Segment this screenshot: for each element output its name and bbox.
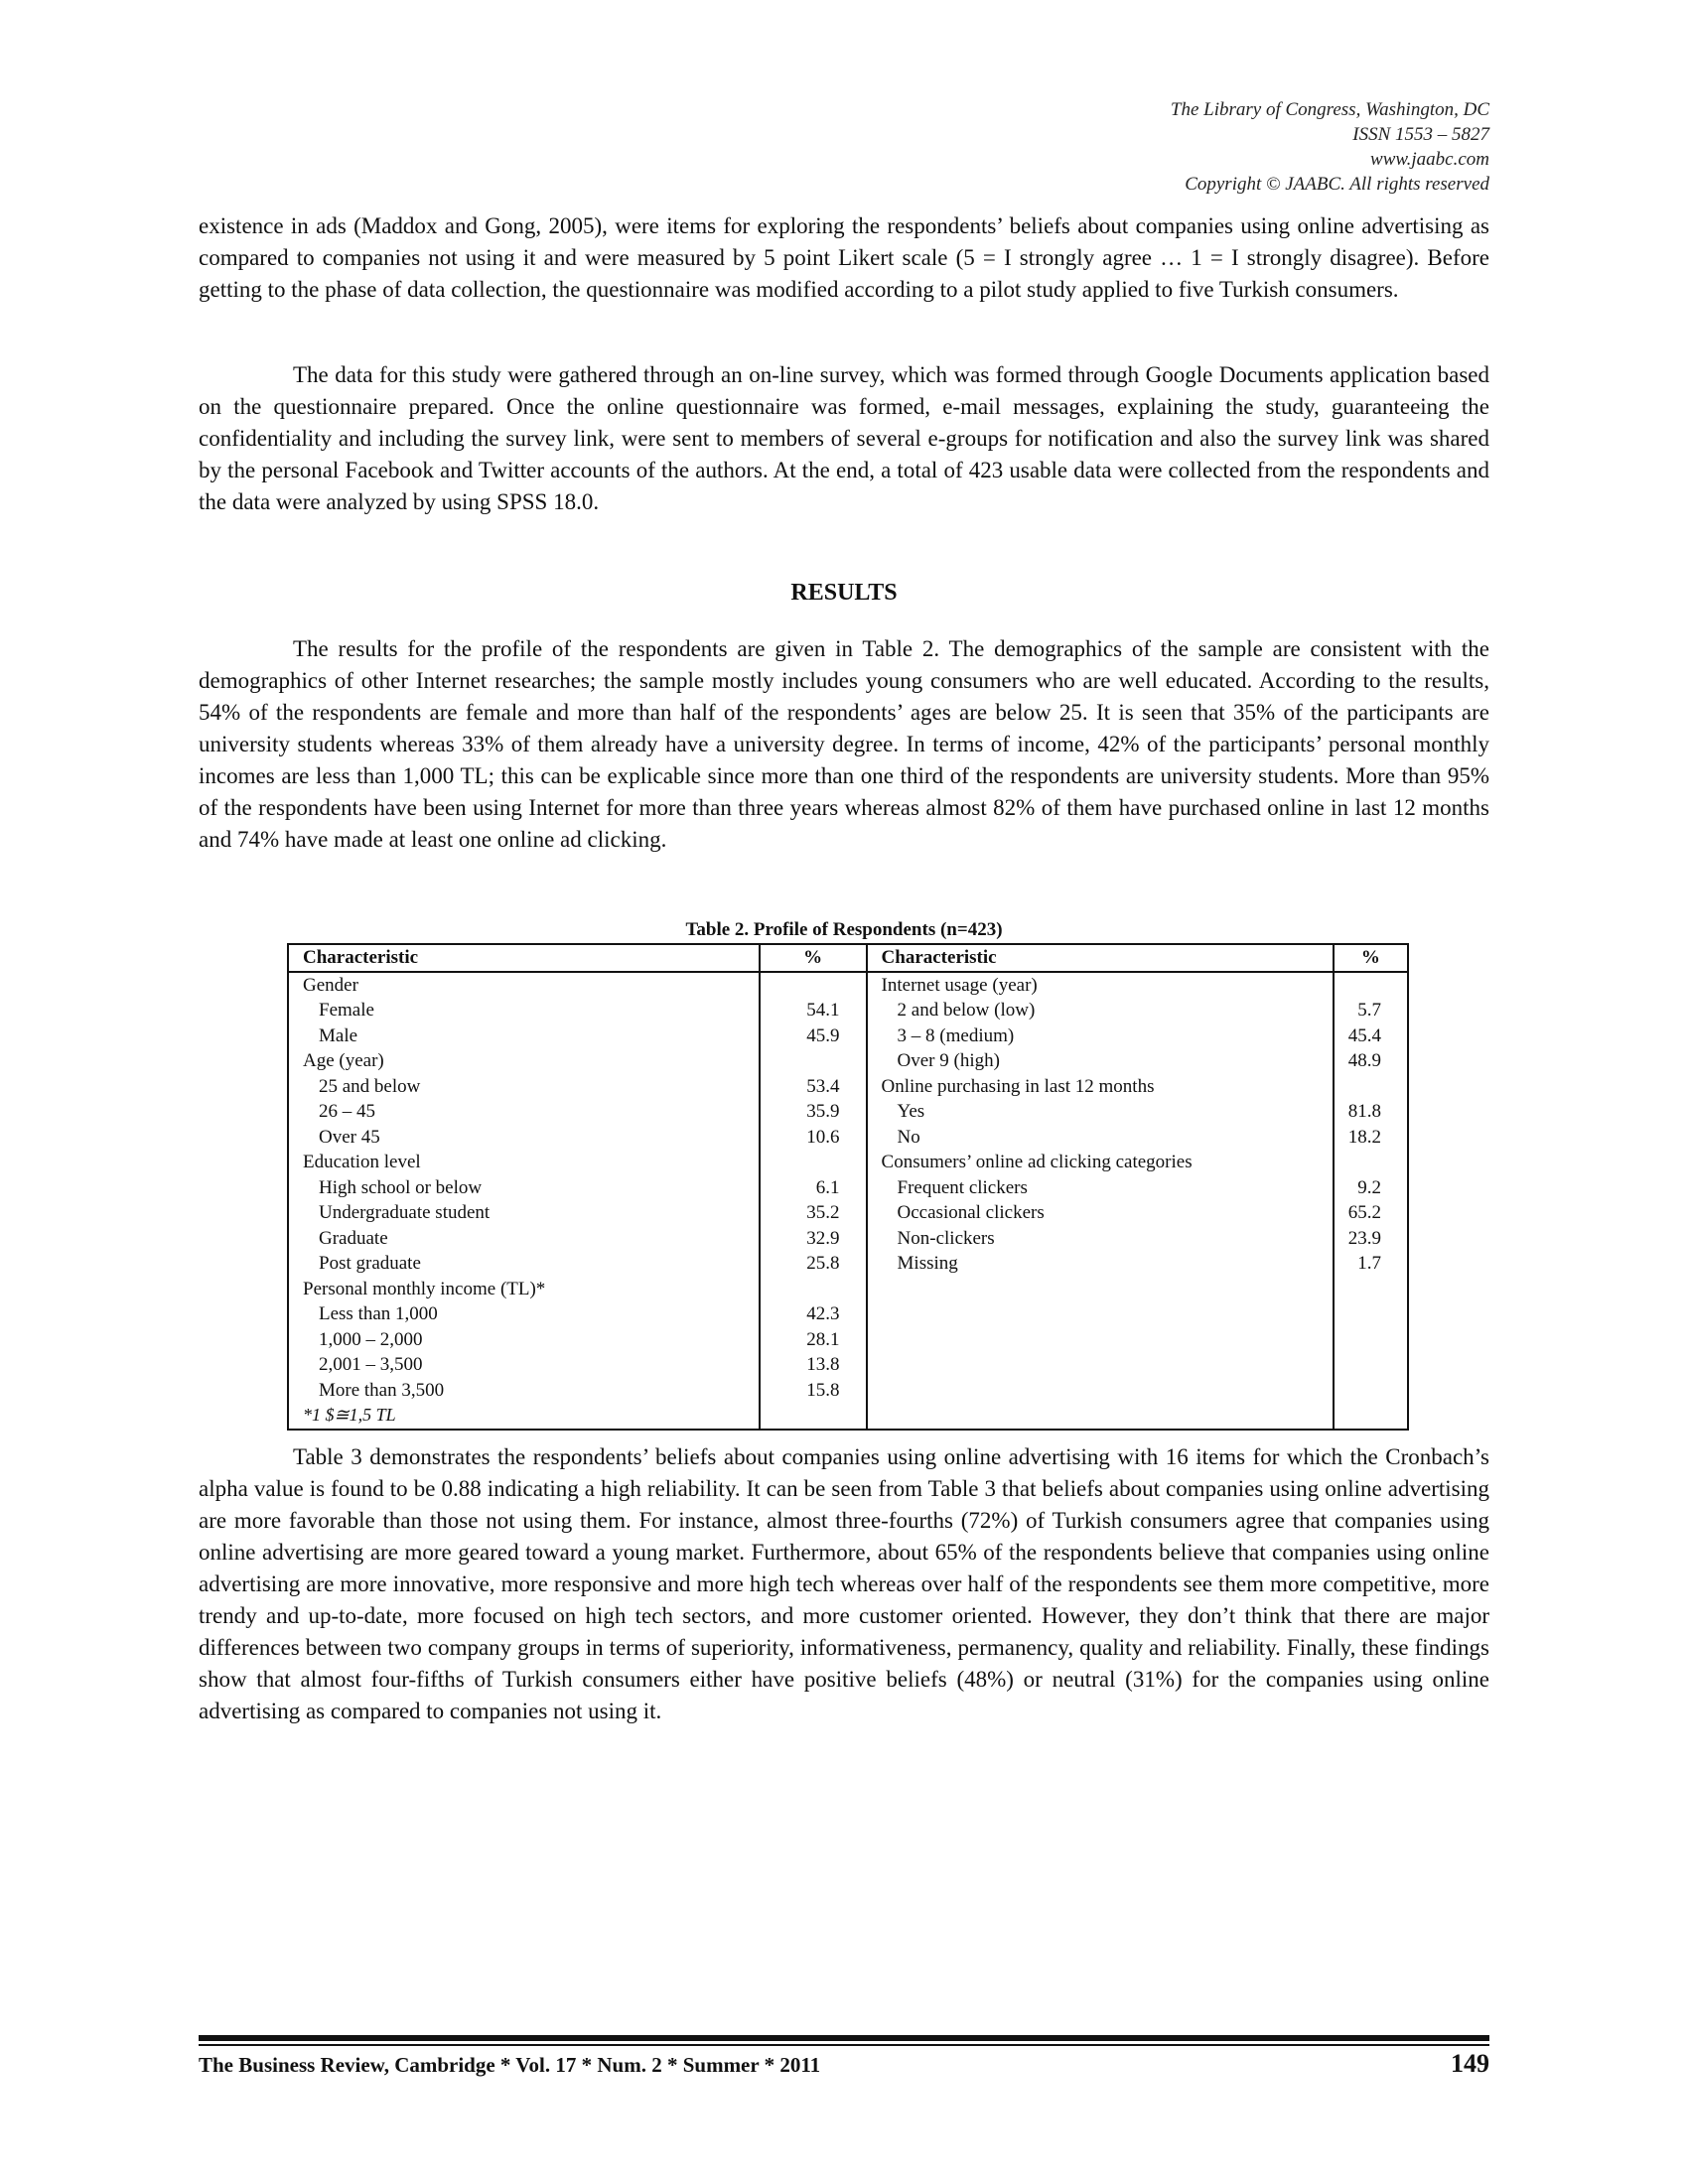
percent-value: 25.8 [806, 1253, 840, 1274]
percent-cell [1334, 998, 1408, 1024]
percent-value: 13.8 [806, 1354, 840, 1375]
paragraph: The data for this study were gathered through an on-line survey, which was formed through Google Documents application based on the questionnaire prepared. Once the online questionnaire was formed, e-mail messages, explaining the study, guaranteeing the confidentiality and including the survey link, were sent to members of several e-groups for notification and also the survey link was shared by the personal Facebook and Twitter accounts of the authors. At the end, a total of 423 usable data were collected from the respondents and the data were analyzed by using SPSS 18.0. [199, 362, 1489, 514]
characteristic-cell [867, 1301, 1334, 1327]
characteristic-label: Online purchasing in last 12 months [881, 1075, 1155, 1097]
characteristic-label: Over 9 (high) [897, 1050, 1000, 1071]
footnote-cell [288, 1403, 760, 1430]
percent-cell [760, 1074, 867, 1100]
paragraph: The results for the profile of the respondents are given in Table 2. The demographics of the sample are consistent with the demographics of other Internet researches; the sample mostly includes young consumers who are well educated. According to the results, 54% of the respondents are female and more than half of the respondents’ ages are below 25. It is seen that 35% of the participants are university students whereas 33% of them already have a university degree. In terms of income, 42% of the participants’ personal monthly incomes are less than 1,000 TL; this can be explicable since more than one third of the respondents are university students. More than 95% of the respondents have been using Internet for more than three years whereas almost 82% of them have purchased online in last 12 months and 74% have made at least one online ad clicking. [199, 636, 1489, 852]
percent-cell [1334, 1175, 1408, 1201]
percent-value: 15.8 [806, 1379, 840, 1401]
characteristic-label: Non-clickers [897, 1227, 995, 1249]
characteristic-label: 3 – 8 (medium) [897, 1024, 1015, 1046]
characteristic-cell [288, 1226, 760, 1252]
characteristic-cell [867, 1327, 1334, 1353]
table-header-row [288, 944, 1408, 972]
table-row [288, 998, 1408, 1024]
paragraph-2-block [199, 359, 1489, 518]
characteristic-label: Male [319, 1024, 358, 1046]
paragraph-3-block [199, 633, 1489, 856]
characteristic-cell [867, 1125, 1334, 1151]
percent-value: 54.1 [806, 1000, 840, 1021]
profile-table [287, 943, 1409, 1431]
percent-value: 35.9 [806, 1101, 840, 1122]
percent-value: 18.2 [1347, 1126, 1381, 1148]
table-row [288, 1327, 1408, 1353]
percent-cell [760, 1175, 867, 1201]
percent-cell [1334, 1352, 1408, 1378]
characteristic-label: 2,001 – 3,500 [319, 1354, 423, 1375]
percent-cell [760, 1125, 867, 1151]
percent-cell [760, 1352, 867, 1378]
percent-value: 53.4 [806, 1075, 840, 1097]
characteristic-label: Missing [897, 1253, 958, 1274]
characteristic-label: Internet usage (year) [881, 974, 1038, 996]
percent-cell [760, 972, 867, 999]
percent-value: 9.2 [1357, 1176, 1381, 1198]
characteristic-label: 25 and below [319, 1075, 421, 1097]
characteristic-cell [288, 998, 760, 1024]
percent-cell [1334, 1150, 1408, 1175]
characteristic-cell [288, 1074, 760, 1100]
characteristic-cell [867, 1024, 1334, 1049]
table-row [288, 1352, 1408, 1378]
percent-cell [760, 1277, 867, 1302]
characteristic-label: 26 – 45 [319, 1101, 375, 1122]
running-header [794, 97, 1489, 197]
percent-cell [1334, 1301, 1408, 1327]
characteristic-label: Personal monthly income (TL)* [303, 1278, 546, 1299]
percent-value: 6.1 [815, 1176, 840, 1198]
table-footnote-row [288, 1403, 1408, 1430]
characteristic-cell [288, 1048, 760, 1074]
characteristic-label: Consumers’ online ad clicking categories [881, 1152, 1193, 1172]
percent-value: 48.9 [1347, 1050, 1381, 1071]
percent-cell [1334, 1048, 1408, 1074]
characteristic-cell [867, 1074, 1334, 1100]
percent-cell [760, 1378, 867, 1404]
table-body [288, 972, 1408, 1430]
characteristic-cell [288, 1277, 760, 1302]
header-line-4: Copyright © JAABC. All rights reserved [1185, 174, 1489, 195]
table-row [288, 972, 1408, 999]
percent-cell [1334, 1378, 1408, 1404]
characteristic-label: Less than 1,000 [319, 1303, 438, 1324]
percent-value: 10.6 [806, 1126, 840, 1148]
characteristic-cell [867, 1175, 1334, 1201]
footnote-cell [867, 1403, 1334, 1430]
table-caption: Table 2. Profile of Respondents (n=423) [685, 919, 1003, 940]
characteristic-label: No [897, 1126, 920, 1148]
characteristic-cell [288, 1352, 760, 1378]
table-row [288, 1099, 1408, 1125]
percent-cell [760, 1301, 867, 1327]
column-header: Characteristic [288, 944, 760, 972]
characteristic-cell [867, 1277, 1334, 1302]
percent-cell [760, 1226, 867, 1252]
characteristic-cell [867, 1048, 1334, 1074]
characteristic-cell [288, 1327, 760, 1353]
percent-value: 35.2 [806, 1202, 840, 1223]
header-line-3: www.jaabc.com [1370, 149, 1489, 170]
percent-cell [1334, 1200, 1408, 1226]
characteristic-cell [288, 1251, 760, 1277]
footnote-cell [1334, 1403, 1408, 1430]
characteristic-cell [867, 1226, 1334, 1252]
table-row [288, 1226, 1408, 1252]
characteristic-cell [867, 1352, 1334, 1378]
characteristic-cell [288, 1378, 760, 1404]
percent-value: 23.9 [1347, 1227, 1381, 1249]
characteristic-label: Gender [303, 974, 358, 996]
table-footnote: *1 $≅1,5 TL [303, 1405, 396, 1425]
table-row [288, 1200, 1408, 1226]
percent-cell [760, 1327, 867, 1353]
characteristic-cell [288, 1200, 760, 1226]
table-row [288, 1301, 1408, 1327]
percent-cell [1334, 1277, 1408, 1302]
header-line-2: ISSN 1553 – 5827 [1352, 124, 1489, 145]
percent-cell [1334, 1099, 1408, 1125]
characteristic-cell [867, 1150, 1334, 1175]
characteristic-label: Age (year) [303, 1050, 384, 1071]
characteristic-cell [288, 1099, 760, 1125]
characteristic-cell [288, 1024, 760, 1049]
percent-value: 5.7 [1357, 1000, 1381, 1021]
percent-cell [1334, 972, 1408, 999]
percent-value: 45.9 [806, 1024, 840, 1046]
column-header: Characteristic [867, 944, 1334, 972]
characteristic-cell [288, 1301, 760, 1327]
characteristic-cell [867, 998, 1334, 1024]
characteristic-label: Over 45 [319, 1126, 380, 1148]
percent-cell [760, 1048, 867, 1074]
characteristic-label: Education level [303, 1152, 421, 1172]
characteristic-cell [288, 972, 760, 999]
column-header: % [760, 944, 867, 972]
footer-rule [199, 2035, 1489, 2041]
percent-cell [760, 1024, 867, 1049]
characteristic-label: Frequent clickers [897, 1176, 1028, 1198]
percent-value: 1.7 [1357, 1253, 1381, 1274]
percent-cell [760, 1200, 867, 1226]
table-row [288, 1150, 1408, 1175]
characteristic-cell [867, 1378, 1334, 1404]
percent-cell [760, 1099, 867, 1125]
section-heading: RESULTS [790, 580, 898, 606]
column-header: % [1334, 944, 1408, 972]
percent-value: 32.9 [806, 1227, 840, 1249]
characteristic-label: More than 3,500 [319, 1379, 445, 1401]
characteristic-label: High school or below [319, 1176, 483, 1198]
page-number: 149 [1451, 2049, 1489, 2078]
characteristic-label: Post graduate [319, 1253, 421, 1274]
characteristic-label: Occasional clickers [897, 1202, 1045, 1223]
table-row [288, 1251, 1408, 1277]
characteristic-cell [867, 1251, 1334, 1277]
paragraph: Table 3 demonstrates the respondents’ beliefs about companies using online advertising with 16 items for which the Cronbach’s alpha value is found to be 0.88 indicating a high reliability. It can be seen from Table 3 that beliefs about companies using online advertising are more favorable than those not using them. For instance, almost three-fourths (72%) of Turkish consumers agree that companies using online advertising are more geared toward a young market. Furthermore, about 65% of the respondents believe that companies using online advertising are more innovative, more responsive and more high tech whereas over half of the respondents see them more competitive, more trendy and up-to-date, more focused on high tech sectors, and more customer oriented. However, they don’t think that there are major differences between two company groups in terms of superiority, informativeness, permanency, quality and reliability. Finally, these findings show that almost four-fifths of Turkish consumers either have positive beliefs (48%) or neutral (31%) for the companies using online advertising as compared to companies not using it. [199, 1444, 1489, 1723]
table-row [288, 1175, 1408, 1201]
characteristic-cell [288, 1150, 760, 1175]
journal-footer: The Business Review, Cambridge * Vol. 17 * Num. 2 * Summer * 2011 [199, 2053, 821, 2077]
table-row [288, 1024, 1408, 1049]
footnote-cell [760, 1403, 867, 1430]
characteristic-cell [867, 972, 1334, 999]
table-row [288, 1048, 1408, 1074]
paragraph-1-block [199, 210, 1489, 306]
percent-value: 42.3 [806, 1303, 840, 1324]
table-row [288, 1378, 1408, 1404]
characteristic-cell [867, 1200, 1334, 1226]
characteristic-label: 1,000 – 2,000 [319, 1328, 423, 1350]
characteristic-cell [867, 1099, 1334, 1125]
header-line-1: The Library of Congress, Washington, DC [1170, 99, 1489, 120]
percent-value: 65.2 [1347, 1202, 1381, 1223]
percent-cell [1334, 1074, 1408, 1100]
characteristic-label: Graduate [319, 1227, 388, 1249]
characteristic-label: 2 and below (low) [897, 1000, 1036, 1021]
percent-cell [1334, 1226, 1408, 1252]
percent-cell [1334, 1125, 1408, 1151]
percent-cell [1334, 1251, 1408, 1277]
paragraph-4-block [199, 1441, 1489, 1727]
percent-cell [1334, 1327, 1408, 1353]
percent-cell [760, 998, 867, 1024]
percent-cell [1334, 1024, 1408, 1049]
characteristic-label: Undergraduate student [319, 1202, 491, 1223]
footer-rule [199, 2044, 1489, 2046]
characteristic-cell [288, 1175, 760, 1201]
table-row [288, 1125, 1408, 1151]
characteristic-cell [288, 1125, 760, 1151]
percent-cell [760, 1150, 867, 1175]
characteristic-label: Female [319, 1000, 374, 1021]
percent-cell [760, 1251, 867, 1277]
percent-value: 45.4 [1347, 1024, 1381, 1046]
paragraph: existence in ads (Maddox and Gong, 2005), were items for exploring the respondents’ beliefs about companies using online advertising as compared to companies not using it and were measured by 5 point Likert scale (5 = I strongly agree … 1 = I strongly disagree). Before getting to the phase of data collection, the questionnaire was modified according to a pilot study applied to five Turkish consumers. [199, 213, 1489, 302]
table-row [288, 1277, 1408, 1302]
percent-value: 81.8 [1347, 1101, 1381, 1122]
characteristic-label: Yes [897, 1101, 925, 1122]
percent-value: 28.1 [806, 1328, 840, 1350]
table-row [288, 1074, 1408, 1100]
